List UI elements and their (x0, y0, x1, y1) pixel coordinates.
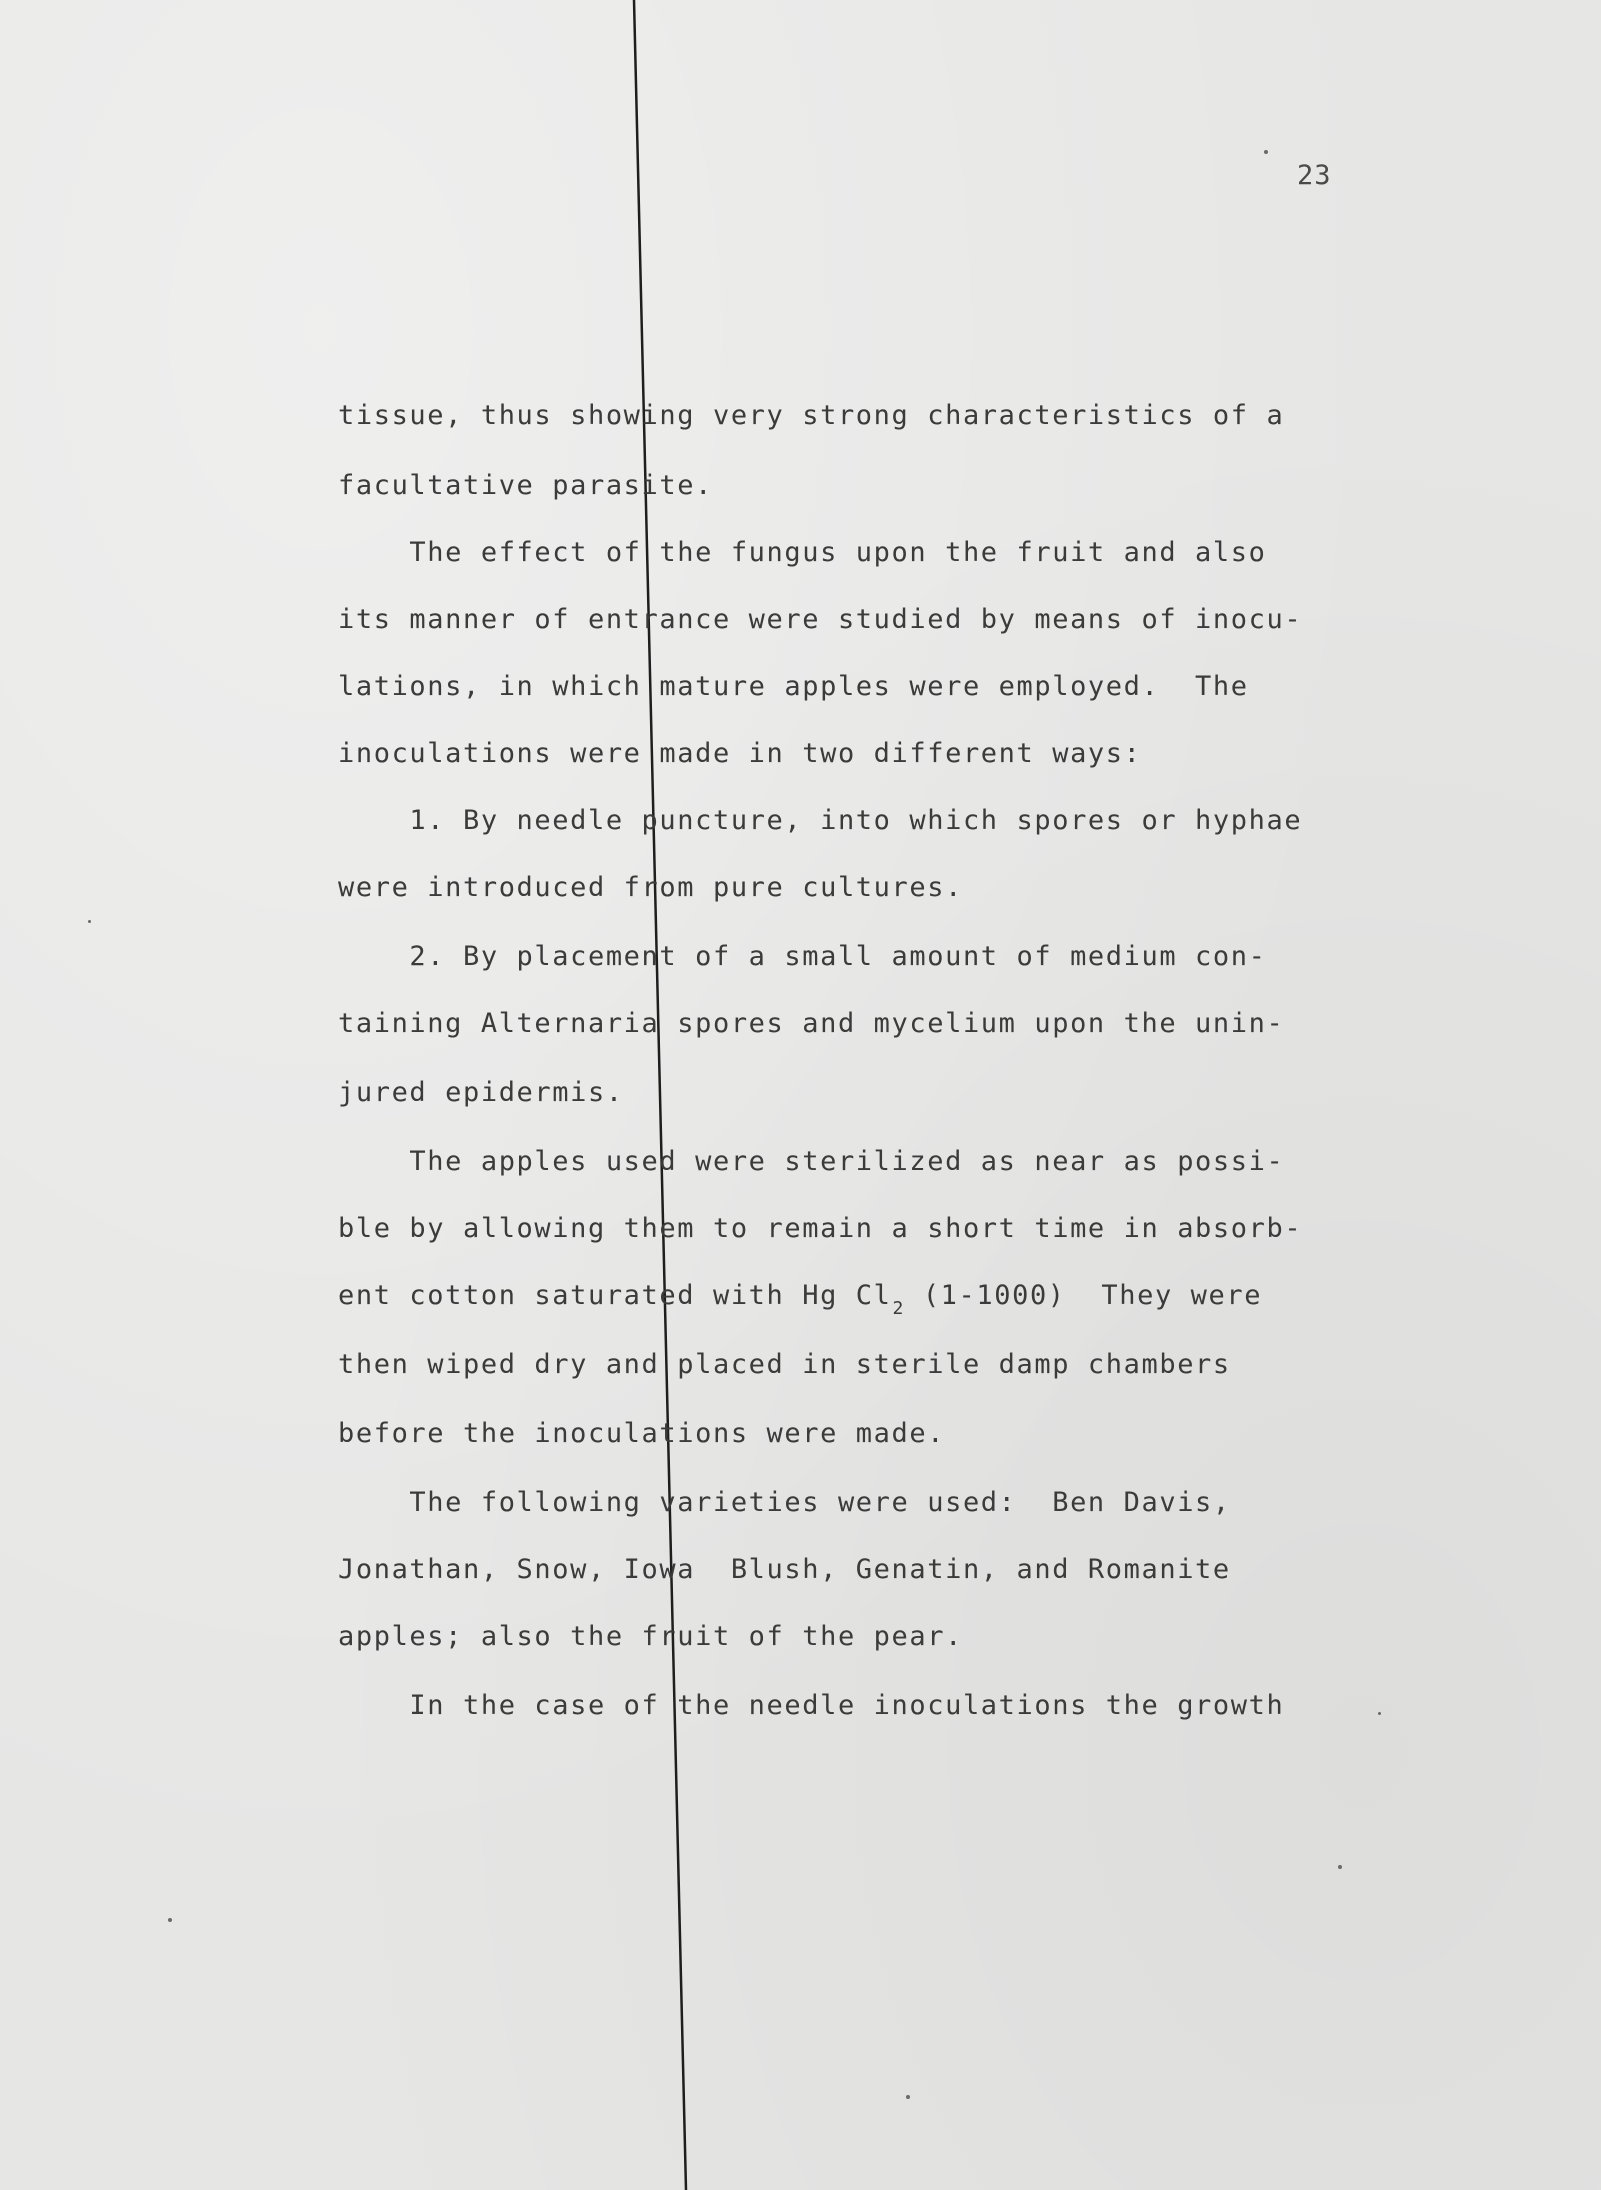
text-line-8: were introduced from pure cultures. (338, 872, 963, 903)
scan-speck (1264, 150, 1268, 154)
text-line-2: facultative parasite. (338, 470, 713, 501)
scan-speck (1378, 1712, 1381, 1715)
text-line-14-main: ent cotton saturated with Hg Cl (338, 1280, 892, 1311)
text-line-1: tissue, thus showing very strong characteristics of a (338, 400, 1285, 431)
text-line-12: The apples used were sterilized as near as possi- (338, 1146, 1285, 1177)
text-line-7: 1. By needle puncture, into which spores or hyphae (338, 805, 1303, 836)
text-line-19: apples; also the fruit of the pear. (338, 1621, 963, 1652)
text-line-11: jured epidermis. (338, 1077, 624, 1108)
text-line-5: lations, in which mature apples were employed. The (338, 671, 1249, 702)
text-line-16: before the inoculations were made. (338, 1418, 946, 1449)
text-line-17: The following varieties were used: Ben Davis, (338, 1487, 1231, 1518)
text-line-6: inoculations were made in two different ways: (338, 738, 1142, 769)
subscript-2: 2 (892, 1298, 905, 1319)
text-line-9: 2. By placement of a small amount of medium con- (338, 941, 1267, 972)
scan-speck (906, 2095, 910, 2099)
text-line-10: taining Alternaria spores and mycelium upon the unin- (338, 1008, 1285, 1039)
text-line-4: its manner of entrance were studied by means of inocu- (338, 604, 1303, 635)
text-line-15: then wiped dry and placed in sterile damp chambers (338, 1349, 1231, 1380)
text-line-3: The effect of the fungus upon the fruit and also (338, 537, 1267, 568)
text-line-13: ble by allowing them to remain a short time in absorb- (338, 1213, 1303, 1244)
scan-speck (88, 920, 91, 923)
text-line-18: Jonathan, Snow, Iowa Blush, Genatin, and Romanite (338, 1554, 1231, 1585)
text-line-20: In the case of the needle inoculations the growth (338, 1690, 1285, 1721)
scan-speck (168, 1918, 172, 1922)
page-number: 23 (1297, 160, 1332, 191)
scan-speck (1338, 1865, 1342, 1869)
text-line-14-tail: (1-1000) They were (904, 1280, 1263, 1311)
text-line-14 (338, 1280, 1263, 1319)
